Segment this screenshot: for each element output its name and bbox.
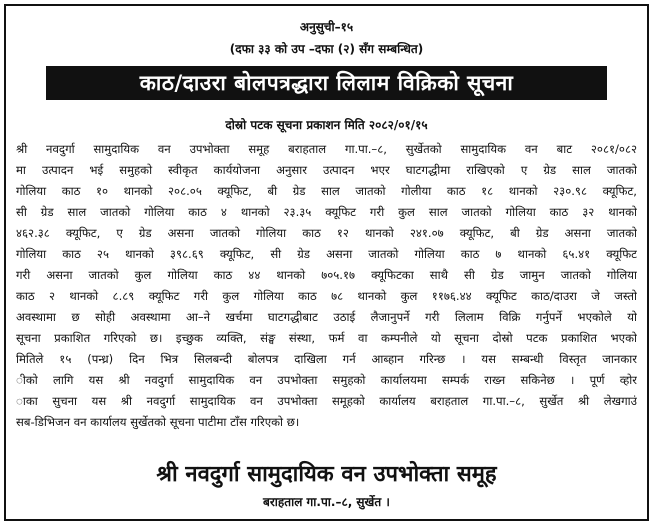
body-line: गोलिया काठ २५ थानको ३९८.६९ क्यूफिट, सी ग्रेड असना जातको गोलिया काठ ७ थानको ६५.४१ क्यूफिट — [16, 247, 637, 261]
body-line: सूचना प्रकाशित गरिएको छ। इच्छुक व्यक्ति, संङ्घ संस्था, फर्म वा कम्पनीले यो सूचना दोस्रो पटक प्रकाशित भएको — [16, 331, 637, 345]
body-line: ीको लागि यस श्री नवदुर्गा सामुदायिक वन उपभोक्ता समुहको कार्यालयमा सम्पर्क राख्न सकिनेछ । पूर्ण व्होर — [16, 373, 637, 387]
body-line: काठ २ थानको ८.८९ क्यूफिट गरी कुल गोलिया काठ ७८ थानको कुल ११७६.४४ क्यूफिट काठ/दाउरा जे जस्तो — [16, 289, 637, 303]
body-line: सब-डिभिजन वन कार्यालय सुर्खेतको सूचना पाटीमा टाँस गरिएको छ। — [16, 415, 300, 429]
issuer-signature: श्री नवदुर्गा सामुदायिक वन उपभोक्ता समूह — [156, 462, 497, 487]
body-line: सी ग्रेड साल जातको गोलिया काठ ४ थानको २३.३५ क्यूफिट गरी कुल साल जातको गोलिया काठ ३२ थानको — [16, 205, 637, 219]
publication-date-text: दोस्रो पटक सूचना प्रकाशन मिति २०८२/०१/१५ — [225, 118, 428, 132]
notice-frame — [4, 4, 649, 521]
body-line: गरी असना जातको कुल गोलिया काठ ४४ थानको ७०५.१७ क्यूफिटका साथै सी ग्रेड जामुन जातको गोलिया — [16, 268, 637, 282]
annex-title: अनुसुची–१५ — [299, 20, 354, 34]
body-line: मितिले १५ (पन्ध्र) दिन भित्र सिलबन्दी बोलपत्र दाखिला गर्न आब्हान गरिन्छ । यस सम्बन्धी विस्तृत जानकार — [16, 352, 637, 366]
main-title: काठ/दाउरा बोलपत्रद्धारा लिलाम विक्रिको सूचना — [139, 71, 514, 95]
body-line: ४६२.३८ क्यूफिट, ए ग्रेड असना जातको गोलिया काठ १२ थानको २४१.०७ क्यूफिट, बी ग्रेड असना जातको — [16, 226, 637, 240]
reference-line: (दफा ३३ को उप –दफा (२) सँग सम्बन्धित) — [229, 42, 424, 56]
issuer-address: बराहताल गा.पा.–८, सुर्खेत । — [263, 495, 390, 509]
body-line: श्री नवदुर्गा सामुदायिक वन उपभोक्ता समूह बराहताल गा.पा.–८, सुर्खेतको सामुदायिक वन बाट २०८१/०८२ — [16, 142, 637, 156]
body-line: अवस्थामा छ सोही अवस्थामा आ–ने खर्चमा घाटगद्धीबाट उठाई लैजानुपर्ने गरी लिलाम विक्रि गर्नुपर्ने भएकोले यो — [16, 310, 637, 324]
notice-body — [16, 139, 637, 433]
body-line: गोलिया काठ १० थानको २०८.०५ क्यूफिट, बी ग्रेड साल जातको गोलीया काठ १८ थानको २३०.९८ क्यूफिट, — [16, 184, 637, 198]
body-line: ाका सुचना यस श्री नवदुर्गा सामुदायिक वन उपभोक्ता समूहको कार्यालय बराहताल गा.पा.–८, सुर्खेत श्री लेखगाउं — [16, 394, 637, 408]
publication-date-line — [6, 116, 647, 133]
main-title-banner — [46, 66, 607, 100]
body-line: मा उत्पादन भई समुहको स्वीकृत कार्ययोजना अनुसार उत्पादन भएर घाटगद्धीमा राखिएको ए ग्रेड साल जातको — [16, 163, 637, 177]
